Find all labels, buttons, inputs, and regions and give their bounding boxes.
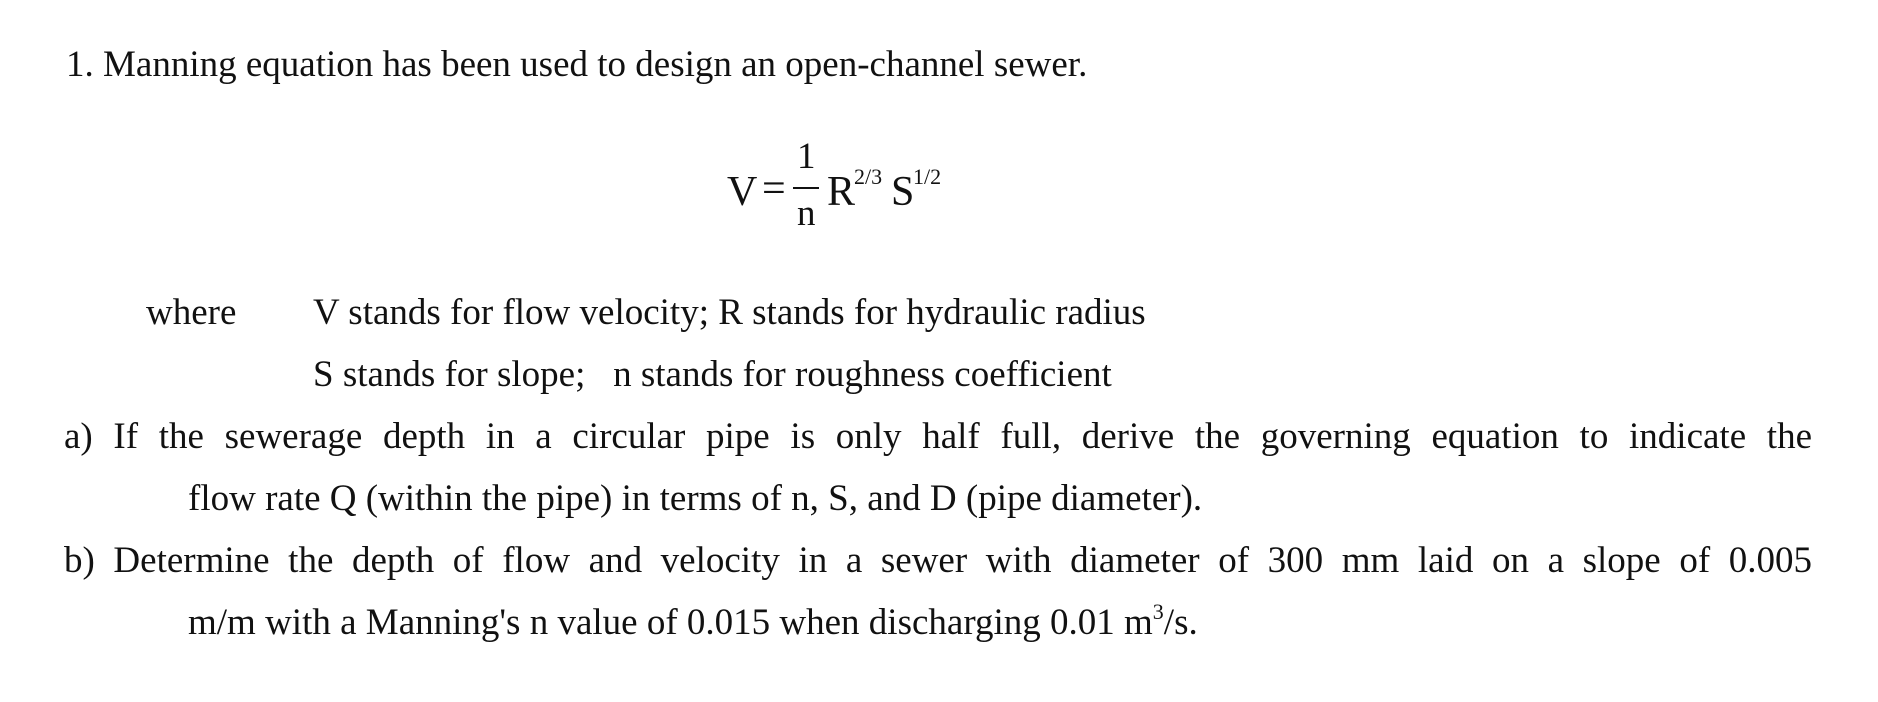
question-number: 1. xyxy=(66,44,94,85)
question-intro: Manning equation has been used to design an open-channel sewer. xyxy=(103,44,1088,85)
part-a-line-2: flow rate Q (within the pipe) in terms of n, S, and D (pipe diameter). xyxy=(188,478,1203,519)
part-b-line-1: b) Determine the depth of flow and velocity in a sewer with diameter of 300 mm laid on a slope of 0.005 xyxy=(64,540,1812,581)
manning-equation xyxy=(727,138,987,238)
equation-numerator: 1 xyxy=(797,136,816,177)
equation-s-symbol: S xyxy=(891,169,915,215)
part-b-line-2-end: /s. xyxy=(1163,602,1198,643)
part-b-line-2 xyxy=(188,599,1198,643)
equation-r-symbol: R xyxy=(827,169,856,215)
definition-line-2: S stands for slope; n stands for roughness coefficient xyxy=(313,354,1112,395)
where-label: where xyxy=(146,292,237,333)
question-intro-line xyxy=(66,46,1087,83)
equation-r-exponent: 2/3 xyxy=(854,164,883,189)
part-a-line-1: a) If the sewerage depth in a circular pipe is only half full, derive the governing equation to indicate the xyxy=(64,416,1812,457)
part-b-line-2-text: m/m with a Manning's n value of 0.015 when discharging 0.01 m xyxy=(188,602,1153,643)
definition-line-1: V stands for flow velocity; R stands for hydraulic radius xyxy=(313,292,1146,333)
equation-denominator: n xyxy=(797,193,816,234)
cubic-superscript: 3 xyxy=(1152,599,1164,624)
equation-s-exponent: 1/2 xyxy=(913,164,942,189)
fraction-bar xyxy=(793,187,819,189)
equation-equals: = xyxy=(762,166,786,212)
equation-lhs: V xyxy=(727,169,758,215)
